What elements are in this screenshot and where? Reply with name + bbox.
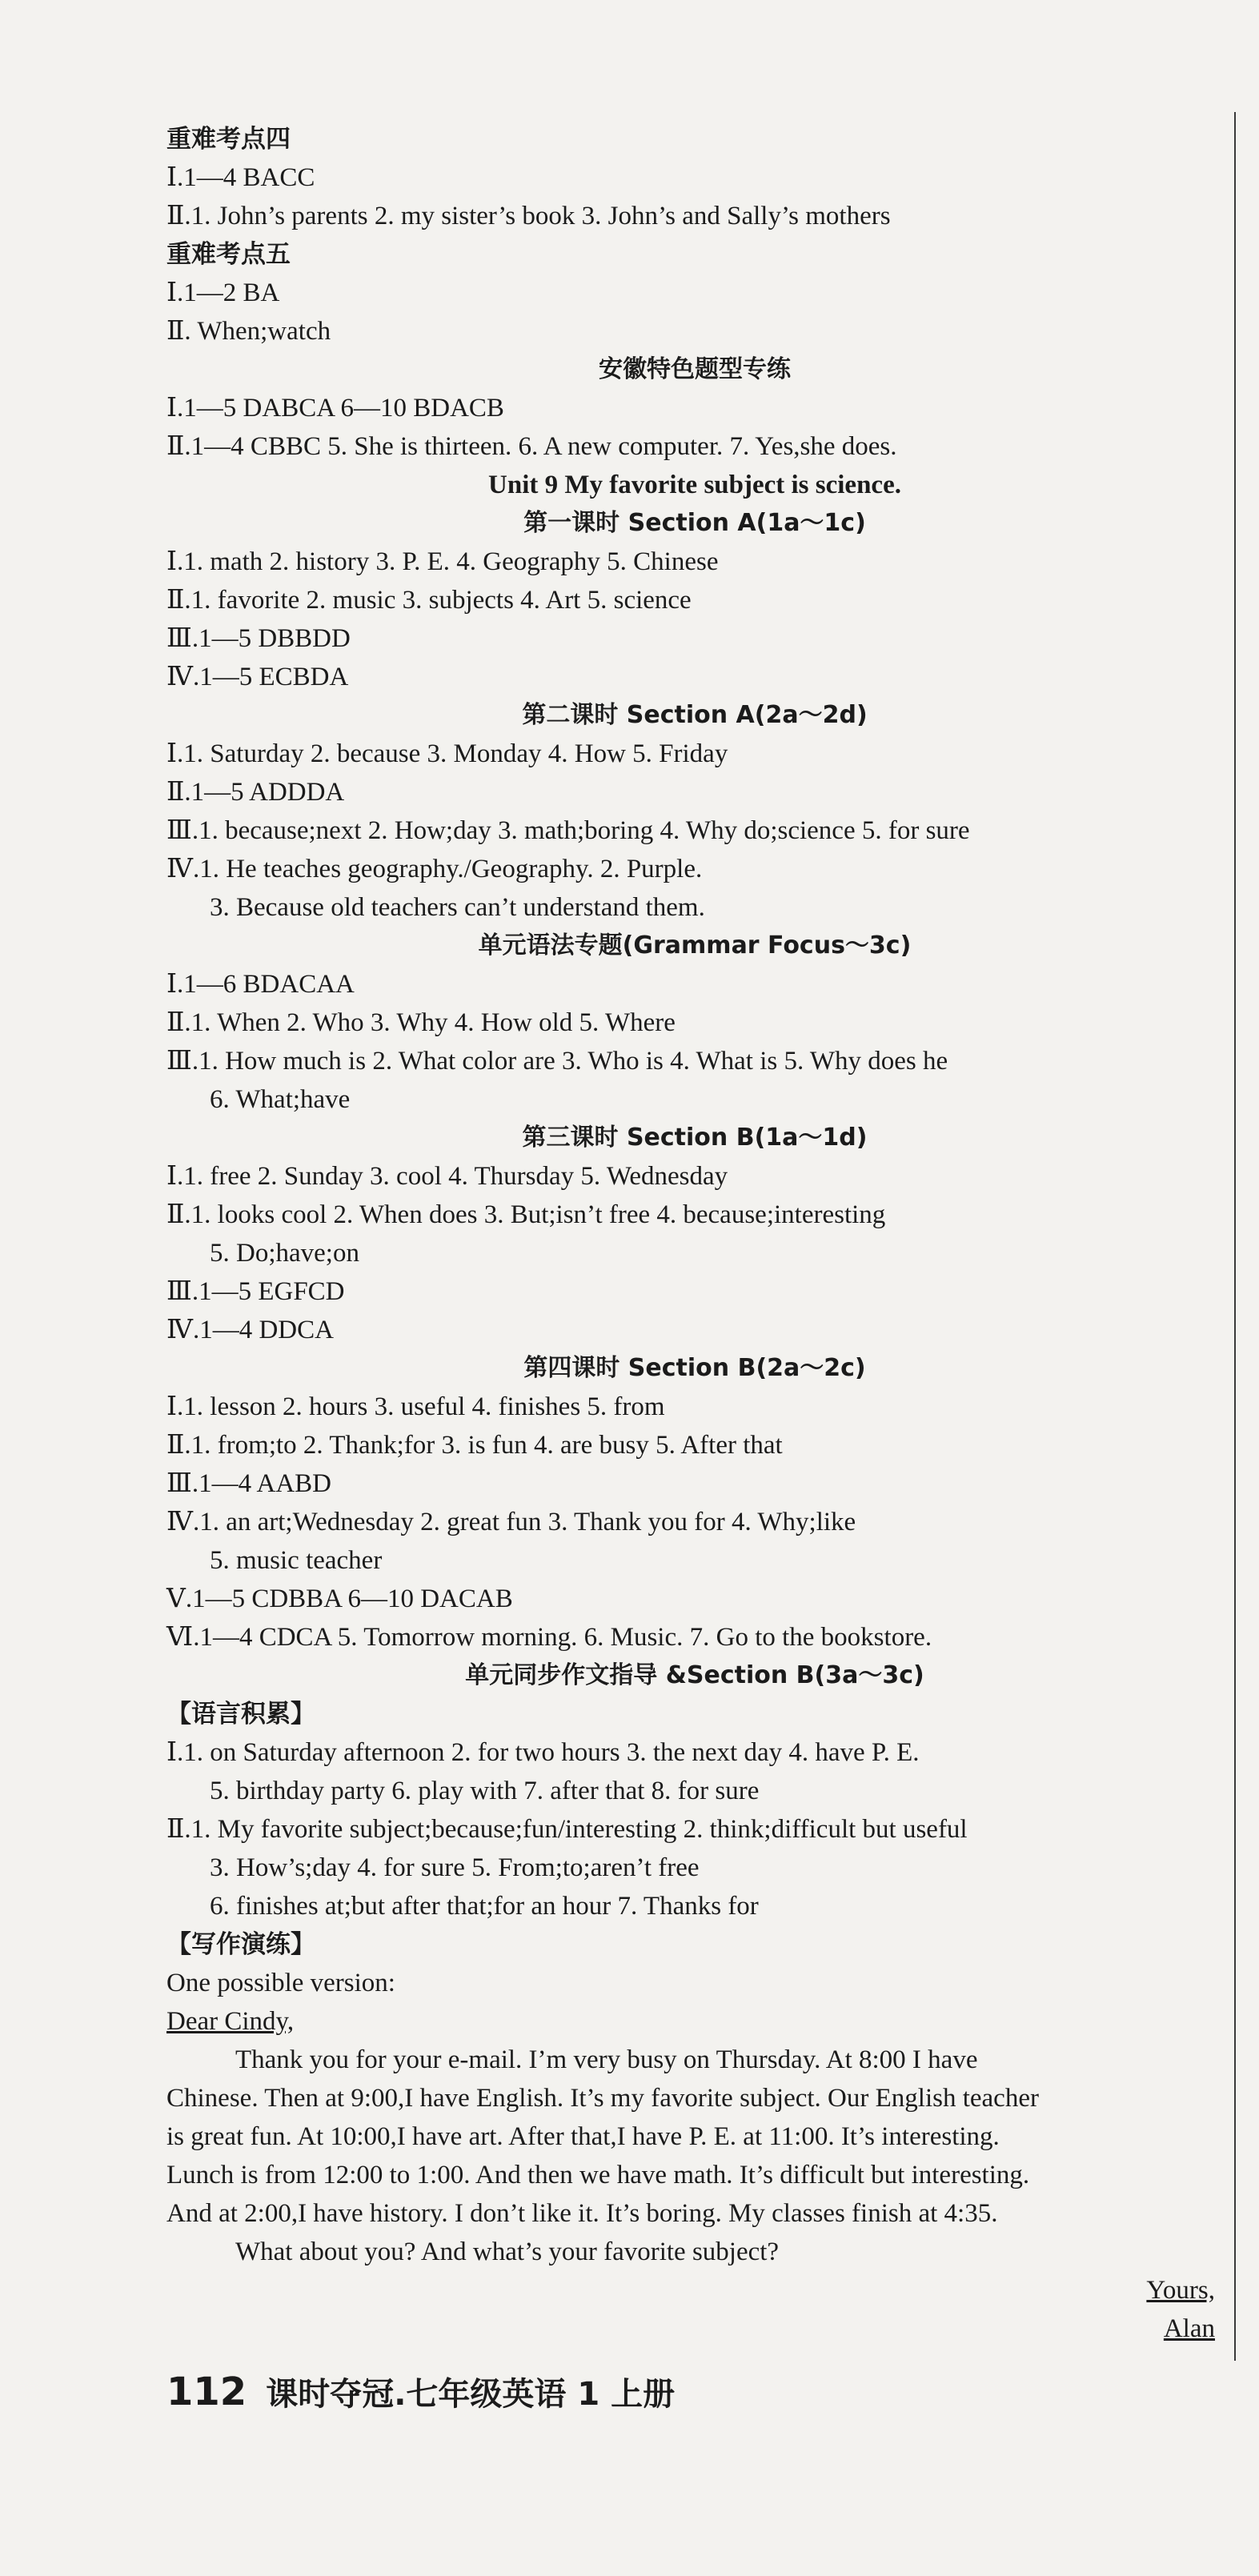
answer-line: Ⅰ.1—6 BDACAA <box>166 970 355 999</box>
answer-line: Ⅱ.1—4 CBBC 5. She is thirteen. 6. A new computer. 7. Yes,she does. <box>166 432 897 461</box>
letter-salutation <box>166 2002 1223 2041</box>
section-title: 第二课时 Section A(2a～2d) <box>522 701 868 729</box>
section-title: 单元语法专题(Grammar Focus～3c) <box>478 931 912 959</box>
section-heading: 重难考点五 <box>166 240 291 269</box>
unit-title: Unit 9 My favorite subject is science. <box>488 471 901 499</box>
section-title: 第四课时 Section B(2a～2c) <box>523 1354 866 1382</box>
answer-line: 5. Do;have;on <box>210 1239 359 1268</box>
answer-line: 5. music teacher <box>210 1546 383 1575</box>
answer-line: Ⅲ.1—4 AABD <box>166 1469 332 1498</box>
answer-line: Ⅱ.1. My favorite subject;because;fun/interesting 2. think;difficult but useful <box>166 1815 968 1844</box>
section-title: 单元同步作文指导 &Section B(3a～3c) <box>465 1661 924 1689</box>
essay-intro: One possible version: <box>166 1969 395 1997</box>
answer-line: 3. How’s;day 4. for sure 5. From;to;aren’t free <box>210 1853 700 1882</box>
section-heading: 重难考点四 <box>166 125 291 154</box>
answer-line: Ⅲ.1. because;next 2. How;day 3. math;boring 4. Why do;science 5. for sure <box>166 816 970 845</box>
section-title: 第三课时 Section B(1a～1d) <box>522 1124 868 1152</box>
answer-line: Ⅳ.1—4 DDCA <box>166 1316 334 1344</box>
answer-line: 3. Because old teachers can’t understand them. <box>210 893 705 922</box>
answer-content <box>166 120 1223 2348</box>
answer-line: Ⅰ.1—5 DABCA 6—10 BDACB <box>166 394 504 423</box>
answer-line: Ⅱ.1. from;to 2. Thank;for 3. is fun 4. are busy 5. After that <box>166 1431 783 1460</box>
answer-line: Ⅰ.1. math 2. history 3. P. E. 4. Geography 5. Chinese <box>166 547 719 576</box>
letter-line: Lunch is from 12:00 to 1:00. And then we have math. It’s difficult but interesting. <box>166 2161 1030 2189</box>
book-title: 课时夺冠.七年级英语 1 上册 <box>266 2376 676 2413</box>
answer-line: Ⅲ.1—5 DBBDD <box>166 624 351 653</box>
answer-line: Ⅱ.1. favorite 2. music 3. subjects 4. Art 5. science <box>166 586 692 615</box>
answer-line: Ⅰ.1—2 BA <box>166 278 280 307</box>
answer-line: Ⅰ.1. Saturday 2. because 3. Monday 4. How 5. Friday <box>166 739 728 768</box>
section-title: 安徽特色题型专练 <box>599 355 791 383</box>
answer-line: Ⅳ.1. an art;Wednesday 2. great fun 3. Thank you for 4. Why;like <box>166 1508 856 1536</box>
answer-line: Ⅱ.1. John’s parents 2. my sister’s book 3. John’s and Sally’s mothers <box>166 202 891 230</box>
answer-line: Ⅱ.1. When 2. Who 3. Why 4. How old 5. Where <box>166 1008 676 1037</box>
subsection-heading: 【语言积累】 <box>166 1700 315 1729</box>
answer-line: Ⅰ.1. on Saturday afternoon 2. for two hours 3. the next day 4. have P. E. <box>166 1738 920 1767</box>
subsection-heading: 【写作演练】 <box>166 1930 315 1959</box>
letter-line: And at 2:00,I have history. I don’t like it. It’s boring. My classes finish at 4:35. <box>166 2199 998 2228</box>
answer-line: Ⅱ.1—5 ADDDA <box>166 778 345 807</box>
page-number: 112 <box>166 2370 247 2414</box>
answer-line: Ⅱ.1. looks cool 2. When does 3. But;isn’t free 4. because;interesting <box>166 1200 886 1229</box>
answer-line: 6. finishes at;but after that;for an hour 7. Thanks for <box>210 1892 759 1921</box>
right-margin-rule <box>1234 112 1236 2361</box>
answer-line: Ⅰ.1. free 2. Sunday 3. cool 4. Thursday 5. Wednesday <box>166 1162 728 1191</box>
salutation-text: Dear Cindy, <box>166 2007 295 2036</box>
letter-line: is great fun. At 10:00,I have art. After that,I have P. E. at 11:00. It’s interesting. <box>166 2122 1000 2151</box>
closing-text: Yours, <box>1146 2276 1215 2305</box>
letter-signature <box>166 2310 1223 2348</box>
answer-line: Ⅴ.1—5 CDBBA 6—10 DACAB <box>166 1584 513 1613</box>
answer-line: Ⅰ.1. lesson 2. hours 3. useful 4. finishes 5. from <box>166 1392 665 1421</box>
signature-text: Alan <box>1163 2314 1215 2343</box>
answer-line: Ⅳ.1. He teaches geography./Geography. 2. Purple. <box>166 855 703 883</box>
letter-line: Thank you for your e-mail. I’m very busy on Thursday. At 8:00 I have <box>235 2045 978 2074</box>
answer-line: 6. What;have <box>210 1085 351 1114</box>
answer-line: Ⅲ.1. How much is 2. What color are 3. Who is 4. What is 5. Why does he <box>166 1047 948 1076</box>
letter-closing <box>166 2271 1223 2310</box>
answer-line: Ⅲ.1—5 EGFCD <box>166 1277 345 1306</box>
answer-line: Ⅰ.1—4 BACC <box>166 163 315 192</box>
section-title: 第一课时 Section A(1a～1c) <box>523 509 866 537</box>
answer-line: Ⅱ. When;watch <box>166 317 331 346</box>
answer-line: Ⅵ.1—4 CDCA 5. Tomorrow morning. 6. Music. 7. Go to the bookstore. <box>166 1623 932 1652</box>
answer-line: 5. birthday party 6. play with 7. after that 8. for sure <box>210 1777 760 1805</box>
answer-line: Ⅳ.1—5 ECBDA <box>166 663 349 691</box>
letter-line: What about you? And what’s your favorite subject? <box>235 2237 780 2266</box>
page-footer <box>166 2364 675 2420</box>
letter-line: Chinese. Then at 9:00,I have English. It’s my favorite subject. Our English teacher <box>166 2084 1039 2113</box>
